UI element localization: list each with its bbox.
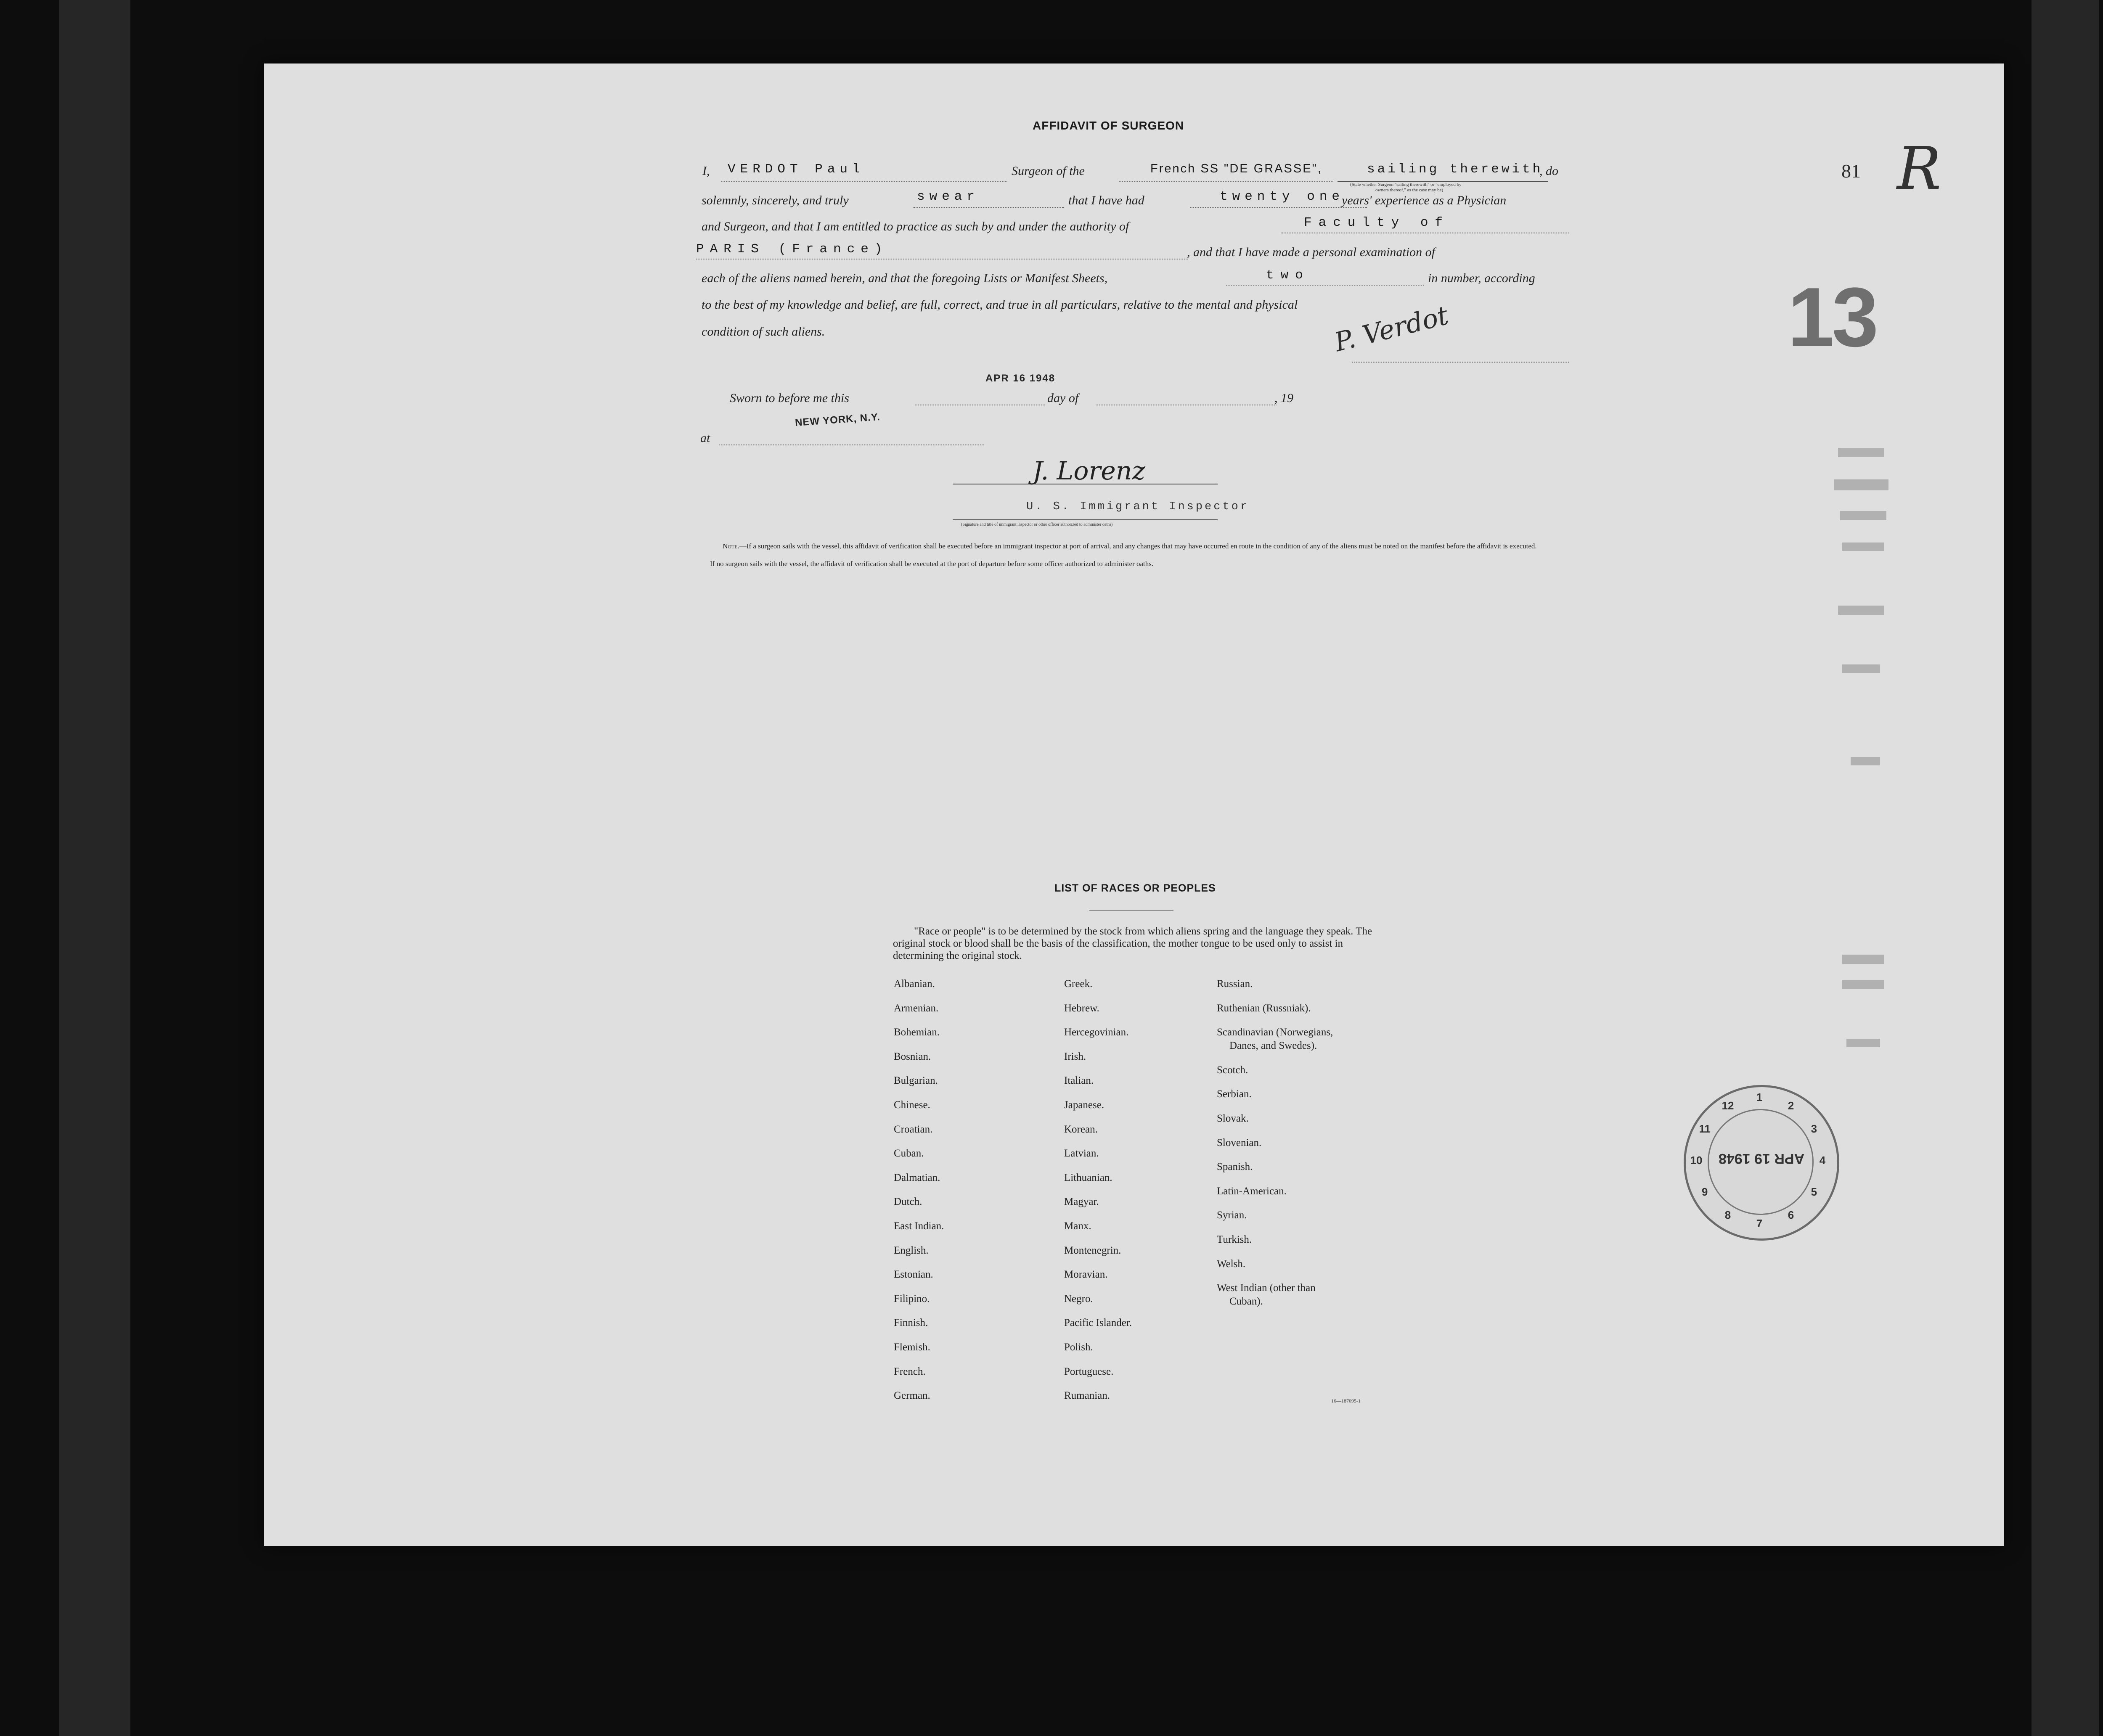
race-item: Irish. xyxy=(1064,1051,1086,1062)
at-text: at xyxy=(700,431,710,445)
stamp-digit: 3 xyxy=(1811,1122,1817,1135)
race-item: Spanish. xyxy=(1217,1161,1253,1173)
sailing-note-1: (State whether Surgeon "sailing therewith" or "employed by xyxy=(1350,182,1462,187)
name-line xyxy=(721,181,1007,182)
race-item: Montenegrin. xyxy=(1064,1244,1121,1256)
race-item: Slovenian. xyxy=(1217,1137,1262,1149)
film-border-right xyxy=(2031,0,2099,1736)
race-item: Hercegovinian. xyxy=(1064,1027,1129,1038)
stamp-digit: 2 xyxy=(1788,1099,1794,1112)
bleed-mark xyxy=(1851,757,1880,765)
races-title: LIST OF RACES OR PEOPLES xyxy=(1054,882,1216,894)
oath-value: swear xyxy=(917,189,980,204)
race-item: Dalmatian. xyxy=(894,1172,940,1183)
bleed-mark xyxy=(1834,479,1888,490)
race-item: Greek. xyxy=(1064,978,1093,990)
race-item: Scandinavian (Norwegians, xyxy=(1217,1027,1333,1038)
sheets-line xyxy=(1226,285,1424,286)
affidavit-note xyxy=(702,542,1572,550)
race-item: Chinese. xyxy=(894,1099,930,1111)
race-item: Hebrew. xyxy=(1064,1002,1099,1014)
year-prefix: , 19 xyxy=(1274,391,1293,405)
in-number-text: in number, according xyxy=(1428,271,1535,285)
race-item: Moravian. xyxy=(1064,1269,1108,1281)
sailing-status: sailing therewith xyxy=(1367,162,1543,177)
authority-value: Faculty of xyxy=(1304,215,1450,230)
inspector-signature: J. Lorenz xyxy=(1033,456,1145,486)
race-item: Bosnian. xyxy=(894,1051,931,1062)
race-item: Cuban). xyxy=(1229,1296,1263,1307)
pencil-mark: R xyxy=(1897,135,1941,203)
stamp-number: 13 xyxy=(1788,270,1876,364)
sworn-text: Sworn to before me this xyxy=(730,391,849,405)
race-item: West Indian (other than xyxy=(1217,1282,1316,1294)
race-item: Pacific Islander. xyxy=(1064,1317,1132,1329)
race-item: Ruthenian (Russniak). xyxy=(1217,1002,1311,1014)
race-item: German. xyxy=(894,1390,930,1402)
surgeon-name: VERDOT Paul xyxy=(728,162,865,177)
bleed-mark xyxy=(1842,980,1884,989)
race-item: Slovak. xyxy=(1217,1113,1249,1124)
film-border-left xyxy=(59,0,130,1736)
day-of-text: day of xyxy=(1047,391,1079,405)
sheets-value: two xyxy=(1266,268,1310,283)
vessel-name: French SS "DE GRASSE", xyxy=(1150,162,1322,175)
race-item: Albanian. xyxy=(894,978,935,990)
receiving-stamp xyxy=(1684,1085,1839,1241)
race-item: Bulgarian. xyxy=(894,1075,938,1087)
experience-text: years' experience as a Physician xyxy=(1342,193,1507,207)
affidavit-title: AFFIDAVIT OF SURGEON xyxy=(1033,119,1184,132)
race-item: Finnish. xyxy=(894,1317,928,1329)
page-number: 81 xyxy=(1841,160,1861,182)
stamp-digit: 8 xyxy=(1724,1208,1731,1221)
do-text: , do xyxy=(1539,164,1558,178)
inspector-title: U. S. Immigrant Inspector xyxy=(1026,500,1250,513)
bleed-mark xyxy=(1838,448,1884,457)
stamp-digit: 1 xyxy=(1756,1091,1763,1104)
authority-cont-value: PARIS (France) xyxy=(696,242,888,257)
race-item: Turkish. xyxy=(1217,1234,1252,1245)
race-item: Serbian. xyxy=(1217,1088,1252,1100)
race-item: Rumanian. xyxy=(1064,1390,1110,1402)
race-item: Bohemian. xyxy=(894,1027,940,1038)
race-item: Syrian. xyxy=(1217,1209,1247,1221)
race-item: Cuban. xyxy=(894,1148,924,1159)
aliens-text: each of the aliens named herein, and that the foregoing Lists or Manifest Sheets, xyxy=(702,271,1108,285)
belief-text: to the best of my knowledge and belief, are full, correct, and true in all particulars, relative to the mental and physical xyxy=(702,298,1298,312)
race-item: English. xyxy=(894,1244,929,1256)
race-item: East Indian. xyxy=(894,1220,944,1232)
race-item: Negro. xyxy=(1064,1293,1093,1305)
signature-line xyxy=(1352,362,1569,363)
race-item: Latin-American. xyxy=(1217,1185,1287,1197)
race-item: Russian. xyxy=(1217,978,1253,990)
bleed-mark xyxy=(1840,511,1886,520)
authority-text: and Surgeon, and that I am entitled to practice as such by and under the authority of xyxy=(702,220,1129,233)
races-intro: "Race or people" is to be determined by the stock from which aliens spring and the language they speak. The original stock or blood shall be the basis of the classification, the mother tongue to be used only to assist in determining the original stock. xyxy=(893,926,1372,961)
race-item: Welsh. xyxy=(1217,1258,1246,1270)
race-item: Lithuanian. xyxy=(1064,1172,1112,1183)
vessel-line xyxy=(1119,181,1333,182)
stamp-date: APR 19 1948 xyxy=(1718,1151,1805,1167)
race-item: Japanese. xyxy=(1064,1099,1104,1111)
have-had-text: that I have had xyxy=(1068,193,1144,207)
stamp-digit: 7 xyxy=(1756,1217,1763,1230)
date-stamp: APR 16 1948 xyxy=(985,373,1056,384)
sailing-note-2: owners thereof," as the case may be) xyxy=(1375,188,1443,193)
race-item: Magyar. xyxy=(1064,1196,1099,1208)
stamp-digit: 10 xyxy=(1690,1154,1703,1167)
race-item: Portuguese. xyxy=(1064,1366,1114,1377)
condition-text: condition of such aliens. xyxy=(702,325,825,339)
inspector-title-line xyxy=(953,519,1218,520)
examination-text: , and that I have made a personal examination of xyxy=(1187,245,1435,259)
bleed-mark xyxy=(1838,606,1884,615)
race-item: Scotch. xyxy=(1217,1064,1248,1076)
document-sheet xyxy=(264,64,2004,1546)
bleed-mark xyxy=(1846,1039,1880,1047)
race-item: Polish. xyxy=(1064,1342,1093,1353)
bleed-mark xyxy=(1842,664,1880,673)
stamp-digit: 6 xyxy=(1788,1208,1794,1221)
race-item: French. xyxy=(894,1366,926,1377)
race-item: Armenian. xyxy=(894,1002,939,1014)
bleed-mark xyxy=(1842,542,1884,551)
place-stamp: NEW YORK, N.Y. xyxy=(795,411,881,429)
surgeon-signature: P. Verdot xyxy=(1331,299,1451,358)
race-item: Estonian. xyxy=(894,1269,933,1281)
oath-line xyxy=(913,207,1064,208)
race-item: Flemish. xyxy=(894,1342,930,1353)
race-item: Dutch. xyxy=(894,1196,922,1208)
years-line xyxy=(1190,207,1367,208)
note-line-1: —If a surgeon sails with the vessel, this affidavit of verification shall be executed before an immigrant inspector at port of arrival, and any changes that may have occurred en route in the condition of any of the aliens must be noted on the manifest before the affidavit is executed. xyxy=(739,542,1537,550)
race-item: Latvian. xyxy=(1064,1148,1099,1159)
stamp-digit: 4 xyxy=(1819,1154,1826,1167)
race-item: Italian. xyxy=(1064,1075,1094,1087)
years-value: twenty one xyxy=(1220,189,1345,204)
stamp-digit: 11 xyxy=(1699,1122,1711,1135)
bleed-mark xyxy=(1842,955,1884,964)
solemnly-text: solemnly, sincerely, and truly xyxy=(702,193,849,207)
race-item: Filipino. xyxy=(894,1293,930,1305)
race-item: Danes, and Swedes). xyxy=(1229,1040,1317,1052)
form-code: 16—187095-1 xyxy=(1331,1398,1361,1404)
race-item: Korean. xyxy=(1064,1123,1098,1135)
races-title-rule xyxy=(1089,910,1173,911)
race-item: Croatian. xyxy=(894,1123,933,1135)
stamp-digit: 12 xyxy=(1722,1099,1734,1112)
note-label: Note. xyxy=(723,542,739,550)
race-item: Manx. xyxy=(1064,1220,1091,1232)
note-line-2: If no surgeon sails with the vessel, the affidavit of verification shall be executed at the port of departure before some officer authorized to administer oaths. xyxy=(710,560,1154,568)
sailing-line xyxy=(1338,181,1548,182)
surgeon-of-text: Surgeon of the xyxy=(1012,164,1085,178)
stamp-digit: 5 xyxy=(1811,1186,1817,1198)
stamp-digit: 9 xyxy=(1701,1186,1708,1198)
inspector-caption: (Signature and title of immigrant inspector or other officer authorized to administer oaths) xyxy=(961,522,1113,527)
affidavit-prefix: I, xyxy=(702,164,710,178)
